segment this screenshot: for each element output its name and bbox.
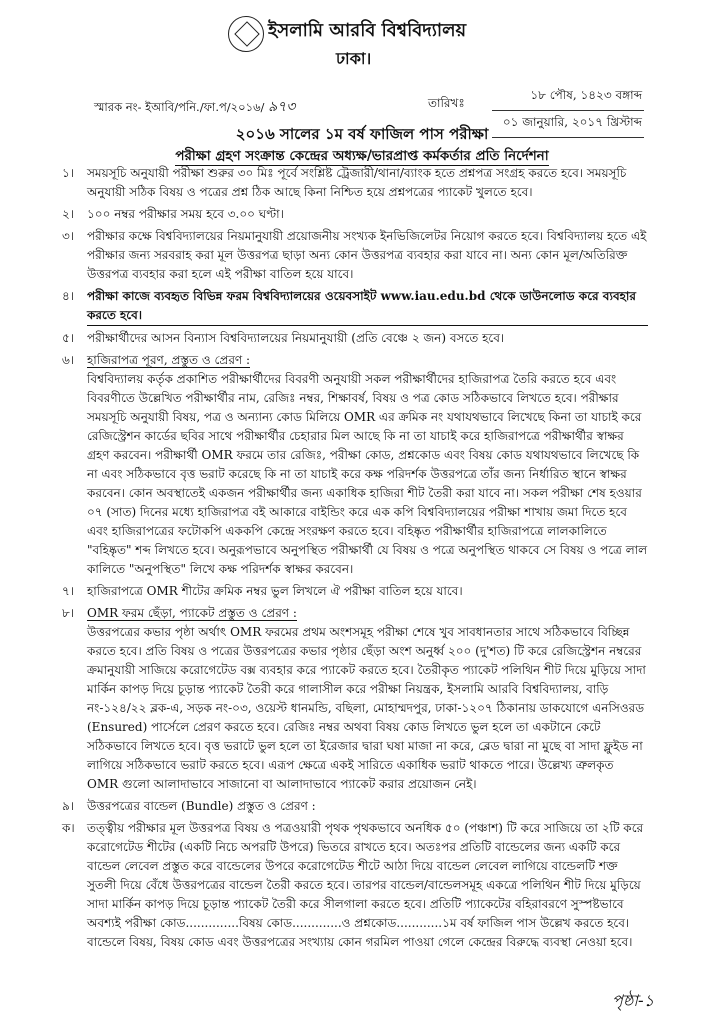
- memo-reference: [94, 95, 295, 119]
- memo-number-handwritten: ৯৭৩: [268, 99, 296, 115]
- item-number: ৩।: [62, 229, 75, 243]
- item-number: ৮।: [62, 606, 75, 620]
- item-number: ৫।: [62, 331, 75, 345]
- instruction-item: [62, 329, 648, 348]
- item-number: ৯।: [62, 799, 75, 813]
- item-text: ১০০ নম্বর পরীক্ষার সময় হবে ৩.০০ ঘণ্টা।: [87, 207, 284, 221]
- instruction-list: [62, 164, 648, 955]
- item-number: ৭।: [62, 584, 75, 598]
- instruction-item: [62, 604, 648, 794]
- item-number: ৪।: [62, 289, 75, 303]
- university-name: ইসলামি আরবি বিশ্ববিদ্যালয়: [268, 20, 467, 41]
- item-heading: OMR ফরম ছেঁড়া, প্যাকেট প্রস্তুত ও প্রেরণ :: [87, 606, 297, 620]
- item-text: বিশ্ববিদ্যালয় কর্তৃক প্রকাশিত পরীক্ষার্থীদের বিবরণী অনুযায়ী সকল পরীক্ষার্থীদের হাজিরাপত্র তৈরি করতে হবে এবং বিবরণীতে উল্লেখিত পরীক্ষার্থীর নাম, রেজিঃ নম্বর, শিক্ষাবর্ষ, বিষয় ও পত্র কোড সঠিকভাবে লিখতে হবে। পরীক্ষার সময়সূচি অনুযায়ী বিষয়, পত্র ও অন্যান্য কোড মিলিয়ে OMR এর ক্রমিক নং যথাযথভাবে লিখেছে কিনা তা যাচাই করে রেজিস্ট্রেশন কার্ডের ছবির সাথে পরীক্ষার্থীর চেহারার মিল আছে কি না তা যাচাই করে হাজিরাপত্রে পরীক্ষার্থীর স্বাক্ষর গ্রহণ করবেন। পরীক্ষার্থী OMR ফরমে তার রেজিঃ, পরীক্ষা কোড, প্রশ্নকোড এবং বিষয় কোড যথাযথভাবে লিখেছে কি না এবং সঠিকভাবে বৃত্ত ভরাট করেছে কি না তা যাচাই করে কক্ষ পরিদর্শক উত্তরপত্রে তাঁর জন্য নির্ধারিত স্থানে স্বাক্ষর করবেন। কোন অবস্থাতেই একজন পরীক্ষার্থীর জন্য একাধিক হাজিরা শীট তৈরী করা যাবে না। সকল পরীক্ষা শেষ হওয়ার ০৭ (সাত) দিনের মধ্যে হাজিরাপত্র বই আকারে বাইন্ডিং করে এক কপি বিশ্ববিদ্যালয়ের পরীক্ষা শাখায় জমা দিতে হবে এবং হাজিরাপত্রের ফটোকপি এককপি কেন্দ্রে সংরক্ষণ করতে হবে। বহিষ্কৃত পরীক্ষার্থীর হাজিরাপত্রে লালকালিতে "বহিষ্কৃত" শব্দ লিখতে হবে। অনুরূপভাবে অনুপস্থিত পরীক্ষার্থী যে বিষয় ও পত্রে অনুপস্থিত থাকবে সে বিষয় ও পত্রে লাল কালিতে "অনুপস্থিত" লিখে কক্ষ পরিদর্শক স্বাক্ষর করবেন।: [87, 372, 648, 576]
- item-text: তত্ত্বীয় পরীক্ষার মূল উত্তরপত্র বিষয় ও পত্রওয়ারী পৃথক পৃথকভাবে অনধিক ৫০ (পঞ্চাশ) টি করে সাজিয়ে তা ২টি করে করোগেটেড শীটের (একটি নিচে অপরটি উপরে) ভিতরে রাখতে হবে। অতঃপর প্রতিটি বান্ডেলের জন্য একটি করে বান্ডেল লেবেল প্রস্তুত করে বান্ডেলের উপরে করোগেটেড শীটে আঠা দিয়ে বান্ডেল লেবেল লাগিয়ে বান্ডেলটি শক্ত সুতলী দিয়ে বেঁধে উত্তরপত্রের বান্ডেল তৈরী করতে হবে। তারপর বান্ডেল/বান্ডেলসমূহ একত্রে পলিথিন শীট দিয়ে মুড়িয়ে সাদা মার্কিন কাপড় দিয়ে চূড়ান্ত প্যাকেট তৈরী করে সীলগালা করতে হবে। প্রতিটি প্যাকেটের বহিরাবরণে সুস্পষ্টভাবে অবশ্যই পরীক্ষা কোড..............বিষয় কোড.............ও প্রশ্নকোড............১ম বর্ষ ফাজিল পাস উল্লেখ করতে হবে। বান্ডেলে বিষয়, বিষয় কোড এবং উত্তরপত্রের সংখ্যায় কোন গরমিল পাওয়া গেলে কেন্দ্রের বিরুদ্ধে ব্যবস্থা নেওয়া হবে।: [87, 821, 644, 949]
- instruction-item: [62, 205, 648, 224]
- date-bangla: ১৮ পৌষ, ১৪২৩ বঙ্গাব্দ: [492, 84, 644, 111]
- item-text: পরীক্ষার কক্ষে বিশ্ববিদ্যালয়ের নিয়মানুযায়ী প্রয়োজনীয় সংখ্যক ইনভিজিলেটর নিয়োগ করতে হবে। বিশ্ববিদ্যালয় হতে এই পরীক্ষার জন্য সরবরাহ করা মূল উত্তরপত্র ছাড়া অন্য কোন উত্তরপত্র ব্যবহার করা যাবে না। অন্য কোন মূল/অতিরিক্ত উত্তরপত্র ব্যবহার করা হলে এই পরীক্ষা বাতিল হয়ে যাবে।: [87, 229, 647, 281]
- item-number: ক।: [62, 821, 75, 835]
- item-number: ২।: [62, 207, 75, 221]
- university-logo-icon: [228, 16, 264, 52]
- item-text: পরীক্ষার্থীদের আসন বিন্যাস বিশ্ববিদ্যালয়ের নিয়মানুযায়ী (প্রতি বেঞ্চে ২ জন) বসতে হবে।: [87, 331, 505, 345]
- instruction-item: [62, 582, 648, 601]
- instruction-item: [62, 351, 648, 579]
- city-name: ঢাকা।: [336, 49, 372, 68]
- date-english: ০১ জানুয়ারি, ২০১৭ খ্রিস্টাব্দ: [492, 111, 644, 138]
- notice-title: ২০১৬ সালের ১ম বর্ষ ফাজিল পাস পরীক্ষা: [235, 125, 489, 143]
- item-heading: হাজিরাপত্র পূরণ, প্রস্তুত ও প্রেরণ :: [87, 353, 251, 367]
- notice-subtitle: পরীক্ষা গ্রহণ সংক্রান্ত কেন্দ্রের অধ্যক্ষ/ভারপ্রাপ্ত কর্মকর্তার প্রতি নির্দেশনা: [175, 148, 549, 164]
- instruction-item: [62, 819, 648, 952]
- instruction-item: [62, 227, 648, 284]
- item-heading: উত্তরপত্রের বান্ডেল (Bundle) প্রস্তুত ও প্রেরণ :: [87, 799, 316, 813]
- item-number: ৬।: [62, 353, 75, 367]
- instruction-item: [62, 164, 648, 202]
- memo-label: স্মারক নং- ইআবি/পনি./ফা.প/২০১৬/: [94, 100, 265, 114]
- item-text: উত্তরপত্রের কভার পৃষ্ঠা অর্থাৎ OMR ফরমের প্রথম অংশসমূহ পরীক্ষা শেষে খুব সাবধানতার সাথে সঠিকভাবে বিচ্ছিন্ন করতে হবে। প্রতি বিষয় ও পত্রের উত্তরপত্রের কভার পৃষ্ঠার ছেঁড়া অংশ অনুর্ধ্ব ২০০ (দু'শত) টি করে রেজিস্ট্রেশন নম্বরের ক্রমানুযায়ী সাজিয়ে করোগেটেড বক্স ব্যবহার করে প্যাকেট করতে হবে। তৈরীকৃত প্যাকেট পলিথিন শীট দিয়ে মুড়িয়ে সাদা মার্কিন কাপড় দিয়ে চূড়ান্ত প্যাকেট তৈরী করে গালাসীল করে পরীক্ষা নিয়ন্ত্রক, ইসলামি আরবি বিশ্ববিদ্যালয়, বাড়ি নং-১২৪/২২ ব্লক-এ, সড়ক নং-০৩, ওয়েস্ট ধানমন্ডি, বছিলা, মোহাম্মদপুর, ঢাকা-১২০৭ ঠিকানায় ডাকযোগে এনসিওরড (Ensured) পার্সেলে প্রেরণ করতে হবে। রেজিঃ নম্বর অথবা বিষয় কোড লিখতে ভুল হলে তা একটানে কেটে সঠিকভাবে লিখতে হবে। বৃত্ত ভরাটে ভুল হলে তা ইরেজার দ্বারা ঘষা মাজা না করে, ব্লেড দ্বারা না মুছে বা সাদা ফ্লুইড না লাগিয়ে সঠিকভাবে ভরাট করতে হবে। এরূপ ক্ষেত্রে একই সারিতে একাধিক ভরাট থাকতে পারে। উল্লেখ্য ত্রুলকৃত OMR গুলো আলাদাভাবে সাজানো বা আলাদাভাবে প্যাকেট করার প্রয়োজন নেই।: [87, 625, 646, 791]
- page-number-handwritten: পৃষ্ঠা-১: [612, 991, 655, 1010]
- instruction-item: [62, 287, 648, 326]
- item-number: ১।: [62, 166, 75, 180]
- instruction-item: [62, 797, 648, 816]
- item-text: হাজিরাপত্রে OMR শীটের ক্রমিক নম্বর ভুল লিখলে ঐ পরীক্ষা বাতিল হয়ে যাবে।: [87, 584, 463, 598]
- item-text: সময়সূচি অনুযায়ী পরীক্ষা শুরুর ৩০ মিঃ পূর্বে সংশ্লিষ্ট ট্রেজারী/থানা/ব্যাংক হতে প্রশ্নপত্র সংগ্রহ করতে হবে। সময়সূচি অনুযায়ী সঠিক বিষয় ও পত্রের প্রশ্ন ঠিক আছে কিনা নিশ্চিত হয়ে প্রশ্নপত্রের প্যাকেট খুলতে হবে।: [87, 166, 627, 199]
- item-text: পরীক্ষা কাজে ব্যবহৃত বিভিন্ন ফরম বিশ্ববিদ্যালয়ের ওয়েবসাইট www.iau.edu.bd থেকে ডাউনলোড করে ব্যবহার করতে হবে।: [87, 287, 648, 326]
- date-label: তারিখঃ: [428, 96, 465, 110]
